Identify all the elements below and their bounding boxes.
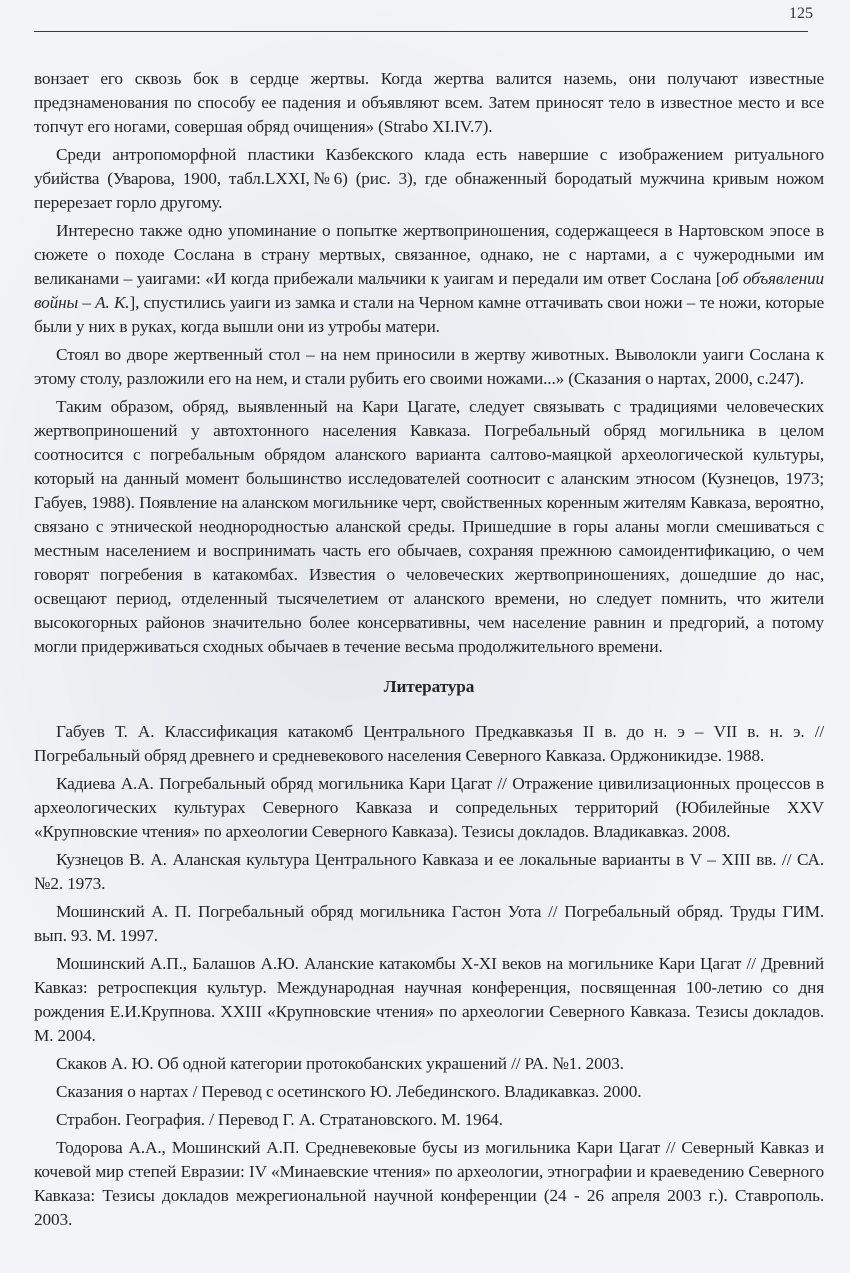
paragraph-nart-epic bbox=[34, 219, 824, 339]
reference-item: Сказания о нартах / Перевод с осетинского Ю. Лебединского. Владикавказ. 2000. bbox=[56, 1082, 642, 1101]
page-number: 125 bbox=[789, 5, 813, 22]
reference-item: Кадиева А.А. Погребальный обряд могильника Кари Цагат // Отражение цивилизационных процессов в археологических культурах Северного Кавказа и сопредельных территорий (Юбилейные XXV «Крупновские чтения» по археологии Северного Кавказа). Тезисы докладов. Владикавказ. 2008. bbox=[34, 774, 824, 841]
page-body bbox=[34, 67, 824, 1236]
paragraph-kazbek-hoard: Среди антропоморфной пластики Казбекского клада есть навершие с изображением ритуального убийства (Уварова, 1900, табл.LXXI,№6) (рис. 3), где обнаженный бородатый мужчина кривым ножом перерезает горло другому. bbox=[34, 145, 824, 212]
paragraph-conclusion: Таким образом, обряд, выявленный на Кари Цагате, следует связывать с традициями человеческих жертвоприношений у автохтонного населения Кавказа. Погребальный обряд могильника в целом соотносится с погребальным обрядом аланского варианта салтово-маяцкой археологической культуры, который на данный момент большинство исследователей соотносит с аланским этносом (Кузнецов, 1973; Габуев, 1988). Появление на аланском могильнике черт, свойственных коренным жителям Кавказа, вероятно, связано с этнической неоднородностью аланской среды. Пришедшие в горы аланы могли смешиваться с местным населением и воспринимать часть его обычаев, сохраняя прежнюю самоидентификацию, о чем говорят погребения в катакомбах. Известия о человеческих жертвоприношениях, дошедшие до нас, освещают период, отделенный тысячелетием от аланского времени, но следует помнить, что жители высокогорных районов значительно более консервативны, чем население равнин и предгорий, а потому могли придерживаться сходных обычаев в течение весьма продолжительного времени. bbox=[34, 397, 824, 656]
nart-text-after: ], спустились уаиги из замка и стали на Черном камне оттачивать свои ножи – те ножи, которые были у них в руках, когда вышли они из утробы матери. bbox=[34, 293, 825, 336]
reference-item: Мошинский А.П., Балашов А.Ю. Аланские катакомбы X-XI веков на могильнике Кари Цагат // Древний Кавказ: ретроспекция культур. Международная научная конференция, посвященная 100-летию со дня рождения Е.И.Крупнова. XXIII «Крупновские чтения» по археологии Северного Кавказа. Тезисы докладов. М. 2004. bbox=[34, 954, 824, 1045]
reference-item: Тодорова А.А., Мошинский А.П. Средневековые бусы из могильника Кари Цагат // Северный Кавказ и кочевой мир степей Евразии: IV «Минаевские чтения» по археологии, этнографии и краеведению Северного Кавказа: Тезисы докладов межрегиональной научной конференции (24 - 26 апреля 2003 г.). Ставрополь. 2003. bbox=[34, 1138, 824, 1229]
reference-item: Страбон. География. / Перевод Г. А. Стратановского. М. 1964. bbox=[56, 1110, 503, 1129]
reference-item: Кузнецов В. А. Аланская культура Центрального Кавказа и ее локальные варианты в V – XIII вв. // СА. №2. 1973. bbox=[34, 850, 824, 893]
reference-item: Габуев Т. А. Классификация катакомб Центрального Предкавказья II в. до н. э – VII в. н. э. // Погребальный обряд древнего и средневекового населения Северного Кавказа. Орджоникидзе. 1988. bbox=[34, 722, 824, 765]
paragraph-sacrificial-table: Стоял во дворе жертвенный стол – на нем приносили в жертву животных. Выволокли уаиги Сослана к этому столу, разложили его на нем, и стали рубить его своими ножами...» (Сказания о нартах, 2000, с.247). bbox=[34, 345, 824, 388]
paragraph-strabo-quote-end: вонзает его сквозь бок в сердце жертвы. Когда жертва валится наземь, они получают известные предзнаменования по способу ее падения и объявляют всем. Затем приносят тело в известное место и все топчут его ногами, совершая обряд очищения» (Strabo XI.IV.7). bbox=[34, 69, 824, 136]
nart-text-italic-note: об объявлении войны – А. К. bbox=[34, 269, 824, 312]
literature-heading: Литература bbox=[383, 677, 475, 696]
nart-text-before: Интересно также одно упоминание о попытке жертвоприношения, содержащееся в Нартовском эпосе в сюжете о походе Сослана в страну мертвых, связанное, однако, не с нартами, а с чужеродными им великанами – уаигами: «И когда прибежали мальчики к уаигам и передали им ответ Сослана [ bbox=[34, 221, 824, 288]
reference-item: Мошинский А. П. Погребальный обряд могильника Гастон Уота // Погребальный обряд. Труды ГИМ. вып. 93. М. 1997. bbox=[34, 902, 824, 945]
references-list bbox=[34, 720, 824, 1232]
reference-item: Скаков А. Ю. Об одной категории протокобанских украшений // РА. №1. 2003. bbox=[56, 1054, 624, 1073]
header-rule bbox=[34, 31, 808, 32]
